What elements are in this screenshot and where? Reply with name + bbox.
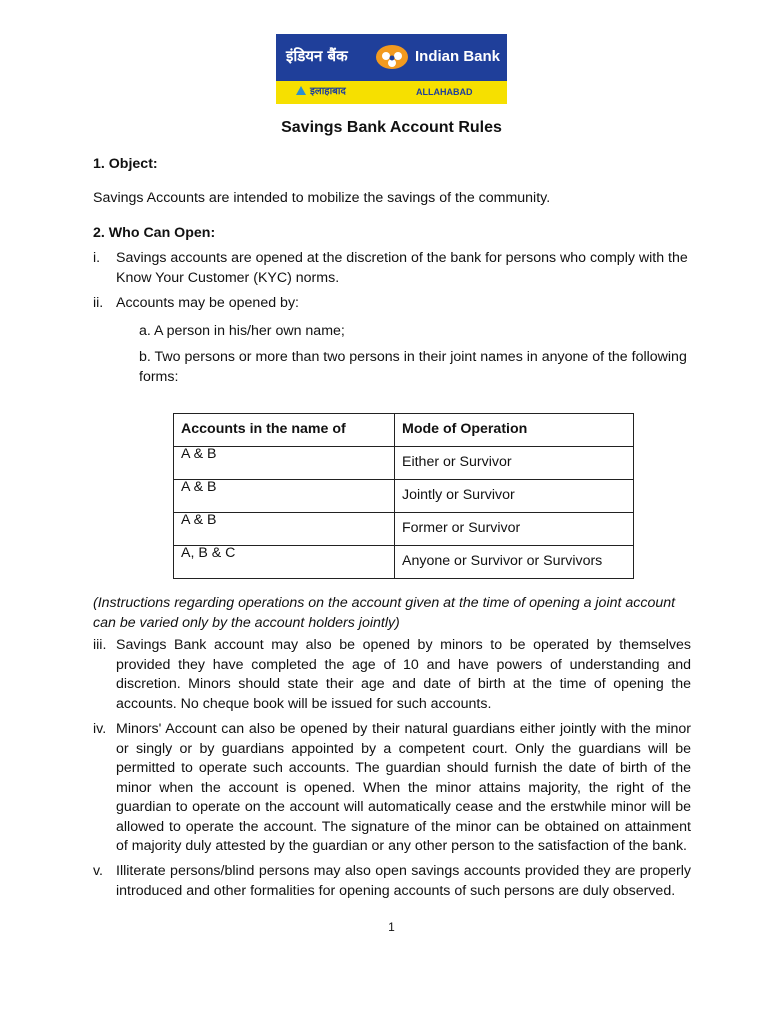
- list-text: Savings accounts are opened at the discretion of the bank for persons who comply with the Know Your Customer (KYC) norms.: [116, 250, 688, 286]
- page-title: Savings Bank Account Rules: [281, 119, 502, 136]
- logo-hindi-subtitle-text: इलाहाबाद: [310, 86, 346, 97]
- object-text: Savings Accounts are intended to mobilize the savings of the community.: [93, 190, 551, 206]
- list-text: Minors' Account can also be opened by their natural guardians either jointly with the minor or singly or by guardians appointed by a competent court. Only the guardians will be permitted to operate such accounts. The guardian should furnish the date of birth of the minor when the account is opened. When the minor attains majority, the right of the guardian to operate on the account will automatically cease and the erstwhile minor will be allowed to operate the account. The signature of the minor can be obtained on attainment of majority duly attested by the guardian or any other person to the satisfaction of the bank.: [116, 721, 691, 854]
- list-item-v: [93, 862, 691, 901]
- bank-logo: [276, 34, 507, 104]
- object-heading: 1. Object:: [93, 156, 158, 172]
- joint-account-note: (Instructions regarding operations on the account given at the time of opening a joint account can be varied only by the account holders jointly): [93, 595, 676, 631]
- allahabad-emblem-icon: [296, 86, 306, 95]
- mode-cell: Former or Survivor: [395, 513, 634, 546]
- list-number: ii.: [93, 295, 104, 311]
- option-a: a. A person in his/her own name;: [139, 323, 345, 339]
- table-header-row: [174, 414, 634, 447]
- page-number: 1: [388, 920, 395, 934]
- account-cell: A, B & C: [174, 546, 395, 579]
- mode-cell: Jointly or Survivor: [395, 480, 634, 513]
- header-accounts: Accounts in the name of: [174, 414, 395, 447]
- option-b: b. Two persons or more than two persons in their joint names in anyone of the following forms:: [139, 349, 687, 385]
- header-mode: Mode of Operation: [395, 414, 634, 447]
- list-item-i: [93, 249, 691, 288]
- list-text: Accounts may be opened by:: [116, 295, 299, 311]
- logo-english-name: Indian Bank: [415, 48, 501, 65]
- list-text: Illiterate persons/blind persons may also open savings accounts provided they are properly introduced and other formalities for opening accounts of such persons are duly observed.: [116, 863, 691, 899]
- account-cell: A & B: [174, 513, 395, 546]
- logo-subbanner: [276, 81, 507, 104]
- list-item-ii: [93, 294, 691, 314]
- table-row: [174, 480, 634, 513]
- account-cell: A & B: [174, 480, 395, 513]
- logo-hindi-name: इंडियन बैंक: [286, 47, 348, 65]
- account-cell: A & B: [174, 447, 395, 480]
- logo-banner: [276, 34, 507, 81]
- who-can-open-heading: 2. Who Can Open:: [93, 225, 216, 241]
- joint-account-modes-table: [173, 413, 634, 579]
- logo-hindi-subtitle: [296, 84, 346, 100]
- indian-bank-emblem-icon: [374, 39, 410, 75]
- mode-cell: Either or Survivor: [395, 447, 634, 480]
- table-row: [174, 447, 634, 480]
- list-number: iv.: [93, 721, 107, 737]
- list-number: iii.: [93, 637, 107, 653]
- table-row: [174, 513, 634, 546]
- list-number: i.: [93, 250, 101, 266]
- list-number: v.: [93, 863, 103, 879]
- list-item-iii: [93, 636, 691, 714]
- mode-cell: Anyone or Survivor or Survivors: [395, 546, 634, 579]
- list-text: Savings Bank account may also be opened by minors to be operated by themselves provided they have completed the age of 10 and have powers of understanding and discretion. Minors should state their age and date of birth at the time of opening the accounts. No cheque book will be issued for such accounts.: [116, 637, 691, 712]
- logo-english-subtitle: ALLAHABAD: [416, 87, 473, 97]
- table-row: [174, 546, 634, 579]
- list-item-iv: [93, 720, 691, 857]
